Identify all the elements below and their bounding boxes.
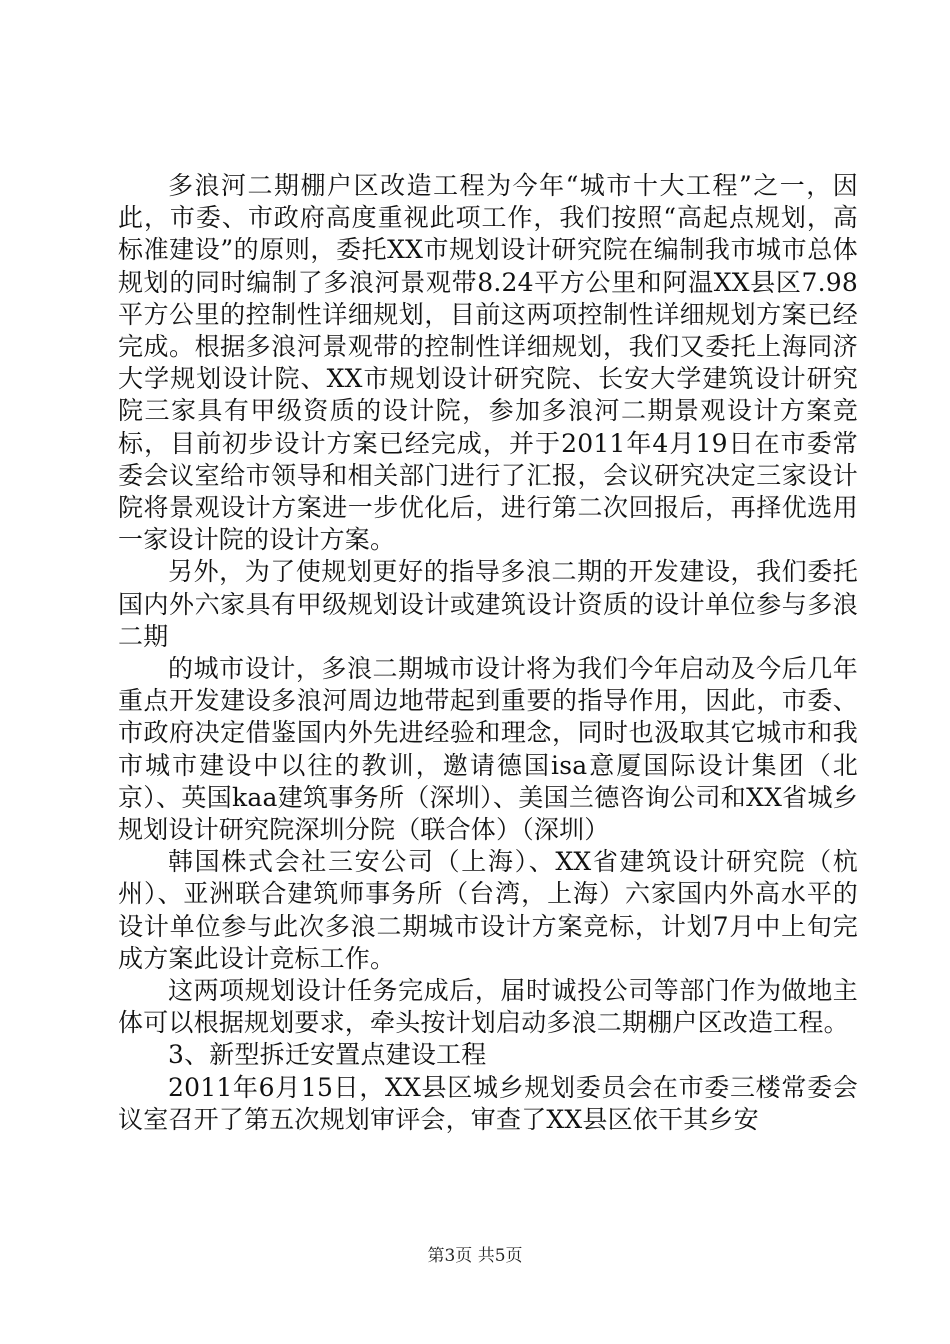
paragraph-3: 的城市设计，多浪二期城市设计将为我们今年启动及今后几年重点开发建设多浪河周边地带起到重要的指导作用，因此，市委、市政府决定借鉴国内外先进经验和理念，同时也汲取其它城市和我市城市建设中以往的教训，邀请德国isa意厦国际设计集团（北京）、英国kaa建筑事务所（深圳）、美国兰德咨询公司和XX省城乡规划设计研究院深圳分院（联合体）（深圳） [118, 654, 858, 845]
paragraph-1: 多浪河二期棚户区改造工程为今年“城市十大工程”之一，因此，市委、市政府高度重视此项工作，我们按照“高起点规划，高标准建设”的原则，委托XX市规划设计研究院在编制我市城市总体规划的同时编制了多浪河景观带8.24平方公里和阿温XX县区7.98平方公里的控制性详细规划，目前这两项控制性详细规划方案已经完成。根据多浪河景观带的控制性详细规划，我们又委托上海同济大学规划设计院、XX市规划设计研究院、长安大学建筑设计研究院三家具有甲级资质的设计院，参加多浪河二期景观设计方案竞标，目前初步设计方案已经完成，并于2011年4月19日在市委常委会议室给市领导和相关部门进行了汇报，会议研究决定三家设计院将景观设计方案进一步优化后，进行第二次回报后，再择优选用一家设计院的设计方案。 [118, 171, 858, 555]
paragraph-4: 韩国株式会社三安公司（上海）、XX省建筑设计研究院（杭州）、亚洲联合建筑师事务所（台湾，上海）六家国内外高水平的设计单位参与此次多浪二期城市设计方案竞标，计划7月中上旬完成方案此设计竞标工作。 [118, 847, 858, 973]
paragraph-5: 这两项规划设计任务完成后，届时诚投公司等部门作为做地主体可以根据规划要求，牵头按计划启动多浪二期棚户区改造工程。 [118, 976, 858, 1038]
page-footer: 第3页 共5页 [427, 1246, 523, 1266]
paragraph-2: 另外，为了使规划更好的指导多浪二期的开发建设，我们委托国内外六家具有甲级规划设计或建筑设计资质的设计单位参与多浪二期 [118, 557, 858, 651]
section-heading: 3、新型拆迁安置点建设工程 [168, 1040, 487, 1070]
paragraph-6: 2011年6月15日，XX县区城乡规划委员会在市委三楼常委会议室召开了第五次规划审评会，审查了XX县区依干其乡安 [118, 1072, 858, 1134]
document-body [118, 170, 858, 1136]
